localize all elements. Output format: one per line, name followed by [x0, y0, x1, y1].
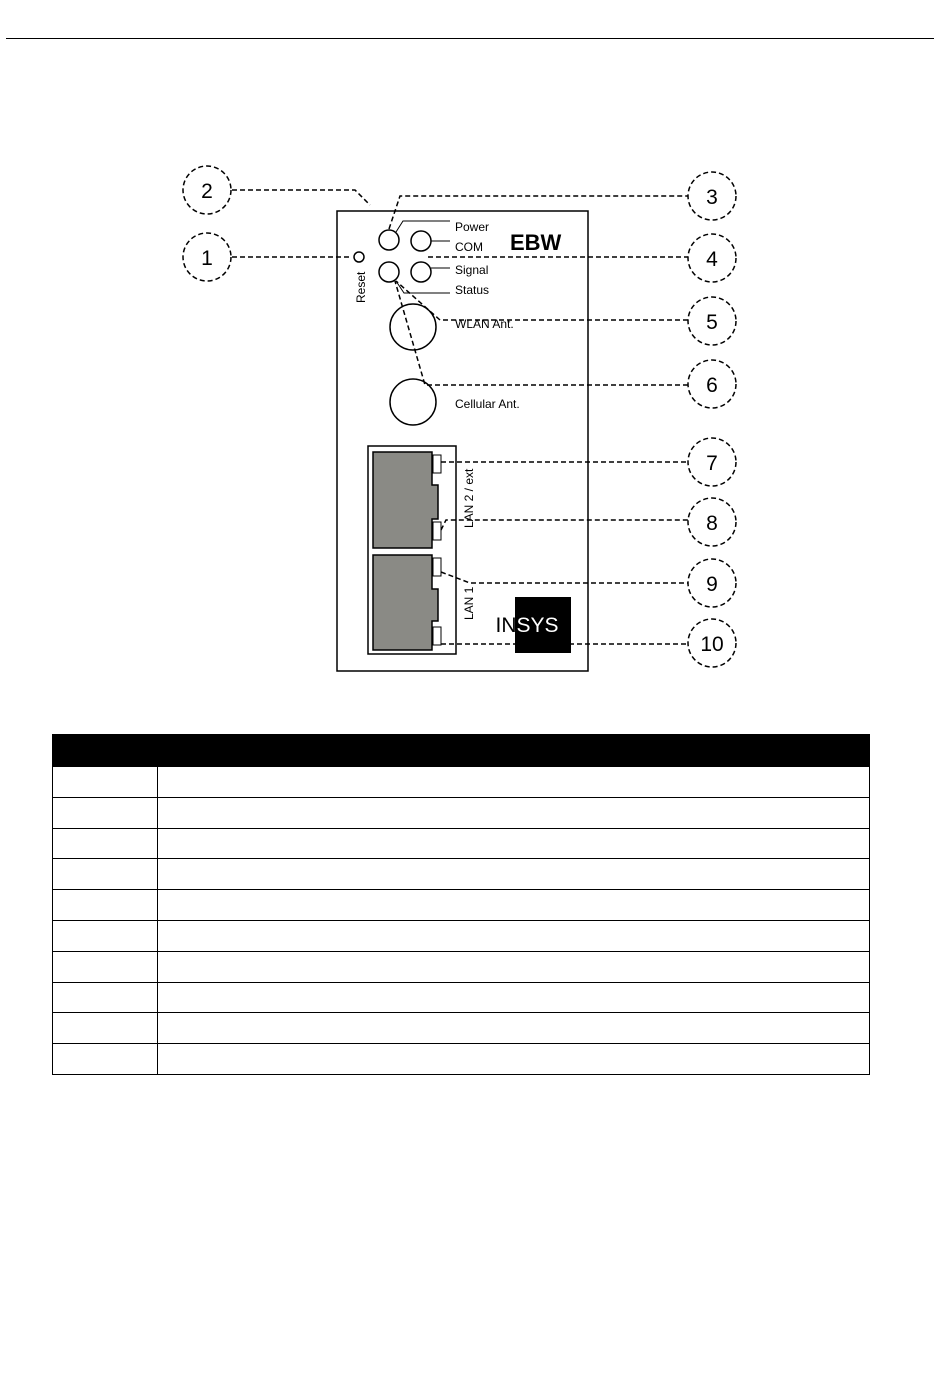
power-label: Power — [455, 220, 490, 234]
table-cell — [158, 890, 870, 921]
table-row — [53, 828, 870, 859]
table-header-cell — [158, 735, 870, 767]
lan1-port — [373, 555, 438, 650]
signal-led — [379, 262, 399, 282]
lan1-label: LAN 1 — [462, 586, 476, 620]
table-row — [53, 767, 870, 798]
table-cell — [158, 828, 870, 859]
callout-number-8: 8 — [706, 512, 718, 535]
table-row — [53, 890, 870, 921]
table-header-cell — [53, 735, 158, 767]
signal-label: Signal — [455, 263, 489, 277]
com-led — [411, 231, 431, 251]
table-cell — [158, 982, 870, 1013]
table-cell — [158, 767, 870, 798]
table-cell — [158, 920, 870, 951]
lan2-led-bottom — [433, 522, 441, 540]
table-row — [53, 1044, 870, 1075]
table-cell — [53, 1013, 158, 1044]
lan1-led-bottom — [433, 627, 441, 645]
lan2-port — [373, 452, 438, 548]
cellular-antenna-label: Cellular Ant. — [455, 397, 520, 411]
com-label: COM — [455, 240, 483, 254]
table-cell — [53, 982, 158, 1013]
table-cell — [158, 797, 870, 828]
callout-number-6: 6 — [706, 374, 718, 397]
table-cell — [53, 797, 158, 828]
table-cell — [53, 767, 158, 798]
reset-button — [354, 252, 364, 262]
callout-number-4: 4 — [706, 248, 718, 271]
status-led — [411, 262, 431, 282]
callout-number-3: 3 — [706, 186, 718, 209]
table-row — [53, 797, 870, 828]
table-cell — [53, 828, 158, 859]
table-header-row — [53, 735, 870, 767]
device-name: EBW — [510, 230, 562, 255]
callout-description-table — [52, 734, 870, 1075]
table-row — [53, 951, 870, 982]
table-cell — [158, 1013, 870, 1044]
table-cell — [53, 1044, 158, 1075]
lan2-led-top — [433, 455, 441, 473]
table-cell — [158, 1044, 870, 1075]
callout-number-5: 5 — [706, 311, 718, 334]
callout-number-9: 9 — [706, 573, 718, 596]
callout-number-7: 7 — [706, 452, 718, 475]
table-cell — [53, 951, 158, 982]
table-row — [53, 982, 870, 1013]
insys-logo-text: INSYS — [495, 614, 559, 637]
callout-number-2: 2 — [201, 180, 213, 203]
table-cell — [53, 920, 158, 951]
table-cell — [158, 951, 870, 982]
lan2-label: LAN 2 / ext — [462, 468, 476, 528]
reset-label: Reset — [354, 271, 368, 303]
table-cell — [53, 890, 158, 921]
table-row — [53, 1013, 870, 1044]
lan1-led-top — [433, 558, 441, 576]
cellular-antenna-connector — [390, 379, 436, 425]
table-cell — [53, 859, 158, 890]
power-led — [379, 230, 399, 250]
status-label: Status — [455, 283, 490, 297]
wlan-antenna-label: WLAN Ant. — [455, 317, 514, 331]
callout-number-1: 1 — [201, 247, 213, 270]
table-row — [53, 859, 870, 890]
table-cell — [158, 859, 870, 890]
callout-number-10: 10 — [700, 633, 724, 656]
table-row — [53, 920, 870, 951]
